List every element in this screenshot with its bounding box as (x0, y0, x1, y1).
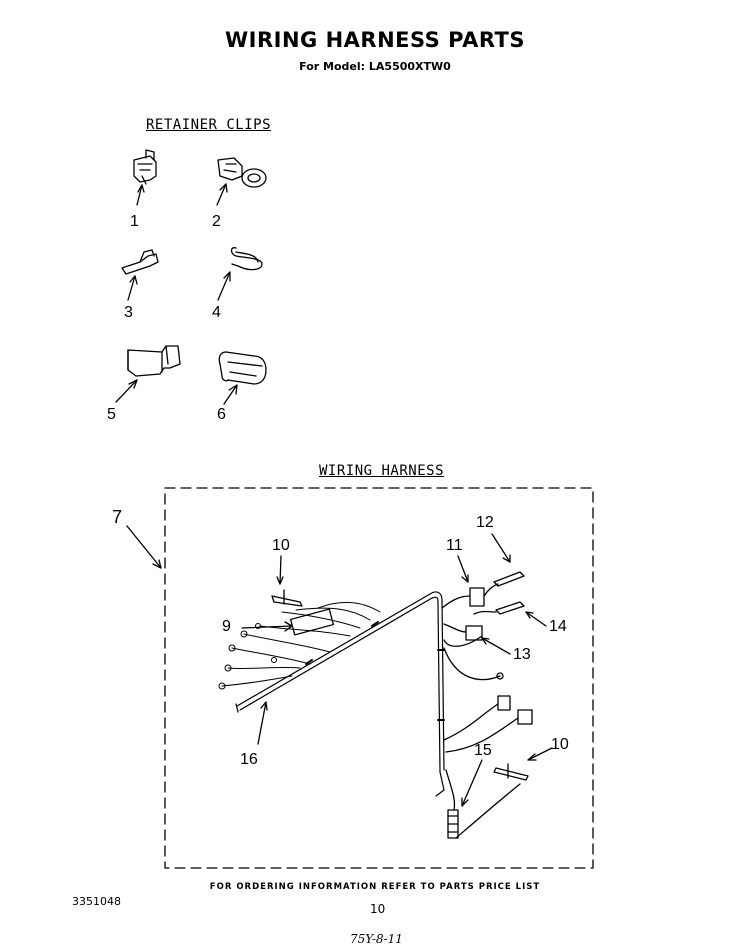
part-11-connector (442, 556, 484, 608)
part-10-bottom-terminal (494, 748, 552, 780)
clip-4-drawing (218, 248, 262, 300)
callout-3: 3 (124, 304, 133, 321)
part-12-terminal (484, 534, 524, 596)
callout-5: 5 (107, 406, 116, 423)
left-wire-branches (219, 602, 380, 689)
trunk-clips (306, 622, 444, 720)
callout-4: 4 (212, 304, 221, 321)
clip-5-drawing (116, 346, 180, 402)
part-14-terminal (474, 602, 546, 626)
callout-15: 15 (474, 742, 492, 759)
clip-1-drawing (134, 150, 156, 205)
callout-13: 13 (513, 646, 531, 663)
callout-11: 11 (446, 537, 463, 554)
callout-2: 2 (212, 213, 221, 230)
callout-10-top: 10 (272, 537, 290, 554)
retainer-clips-heading: RETAINER CLIPS (146, 117, 272, 133)
part-10-top-terminal (272, 556, 302, 606)
callout-10-bottom: 10 (551, 736, 569, 753)
model-subtitle: For Model: LA5500XTW0 (299, 60, 451, 73)
part-13-connector (444, 624, 510, 680)
document-part-number: 3351048 (72, 895, 121, 908)
page-title: WIRING HARNESS PARTS (224, 28, 525, 52)
callout-6: 6 (217, 406, 226, 423)
callout-14: 14 (549, 618, 567, 635)
callout-9: 9 (222, 618, 231, 635)
callout-7: 7 (112, 507, 123, 527)
callout-16: 16 (240, 751, 258, 768)
harness-boundary-box (165, 488, 593, 868)
wiring-harness-heading: WIRING HARNESS (319, 463, 445, 479)
handwritten-note: 75Y-8-11 (350, 932, 403, 946)
page-number: 10 (370, 902, 386, 916)
ordering-info-note: FOR ORDERING INFORMATION REFER TO PARTS PRICE LIST (209, 882, 541, 892)
clip-3-drawing (122, 250, 158, 300)
callout-1: 1 (130, 213, 139, 230)
callout-12: 12 (476, 514, 494, 531)
clip-6-drawing (219, 352, 266, 404)
clip-2-drawing (217, 158, 266, 205)
lower-right-connectors (444, 696, 532, 752)
